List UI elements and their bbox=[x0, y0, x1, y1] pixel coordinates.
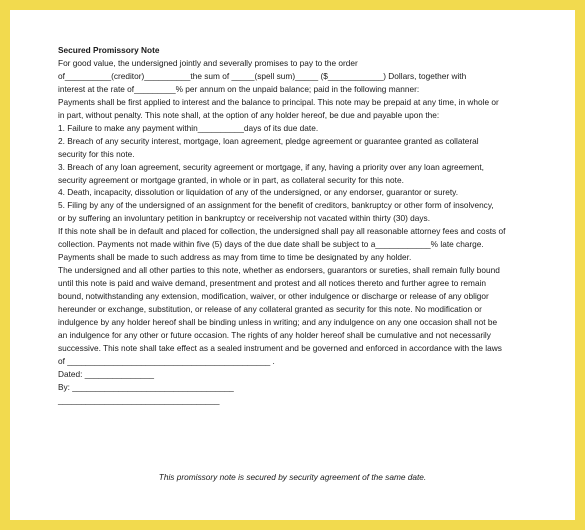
document-title: Secured Promissory Note bbox=[58, 45, 160, 55]
document-line: indulgence by any holder hereof shall be binding unless in writing; and any indulgence on any one occasion shall not be bbox=[58, 317, 498, 328]
dated-field: Dated: _______________ bbox=[58, 368, 154, 379]
document-line: If this note shall be in default and placed for collection, the undersigned shall pay all reasonable attorney fees and costs of bbox=[58, 226, 506, 237]
list-item: 2. Breach of any security interest, mortgage, loan agreement, pledge agreement or guarantee granted as collateral bbox=[58, 135, 479, 146]
document-line: bound, notwithstanding any extension, modification, waiver, or other indulgence or discharge or release of any obligor bbox=[58, 291, 489, 302]
document-line: Payments shall be made to such address as may from time to time be designated by any holder. bbox=[58, 252, 412, 263]
footer-note: This promissory note is secured by security agreement of the same date. bbox=[158, 472, 427, 482]
list-item-continued: security for this note. bbox=[58, 148, 135, 159]
document-line: hereunder or exchange, substitution, or release of any collateral granted as security for this note. No modification or bbox=[58, 304, 482, 315]
document-line: interest at the rate of_________% per annum on the unpaid balance; paid in the following manner: bbox=[58, 83, 420, 94]
document-line: until this note is paid and waive demand, presentment and protest and all notices thereto and further agree to remain bbox=[58, 278, 487, 289]
document-line: of ____________________________________________ . bbox=[58, 355, 275, 366]
document-line: The undersigned and all other parties to this note, whether as endorsers, guarantors or sureties, shall remain fully bound bbox=[58, 265, 500, 276]
signature-line: ___________________________________ bbox=[58, 394, 220, 405]
document-line: an indulgence for any other or future occasion. The rights of any holder hereof shall be cumulative and not necessarily bbox=[58, 329, 491, 340]
document-line: Payments shall be first applied to interest and the balance to principal. This note may be prepaid at any time, in whole or bbox=[58, 96, 499, 107]
list-item-continued: or by suffering an involuntary petition in bankruptcy or receivership not vacated within thirty (30) days. bbox=[58, 213, 431, 224]
by-signature-field: By: ___________________________________ bbox=[58, 381, 234, 392]
document-line: successive. This note shall take effect as a sealed instrument and be governed and enforced in accordance with the laws bbox=[58, 342, 502, 353]
list-item: 1. Failure to make any payment within__________days of its due date. bbox=[58, 122, 319, 133]
document-line: collection. Payments not made within five (5) days of the due date shall be subject to a____________% late charge. bbox=[58, 239, 484, 250]
list-item: 3. Breach of any loan agreement, security agreement or mortgage, if any, having a priority over any loan agreement, bbox=[58, 161, 484, 172]
document-line: in part, without penalty. This note shall, at the option of any holder hereof, be due and payable upon the: bbox=[58, 109, 440, 120]
document-line: of__________(creditor)__________the sum of _____(spell sum)_____ ($____________) Dollars, together with bbox=[58, 70, 467, 81]
document-page bbox=[58, 44, 528, 407]
list-item: 4. Death, incapacity, dissolution or liquidation of any of the undersigned, or any endorser, guarantor or surety. bbox=[58, 187, 459, 198]
document-line: For good value, the undersigned jointly and severally promises to pay to the order bbox=[58, 57, 358, 68]
list-item-continued: security agreement or mortgage granted, in whole or in part, as collateral security for this note. bbox=[58, 174, 404, 185]
list-item: 5. Filing by any of the undersigned of an assignment for the benefit of creditors, bankruptcy or other form of insolvency, bbox=[58, 200, 494, 211]
